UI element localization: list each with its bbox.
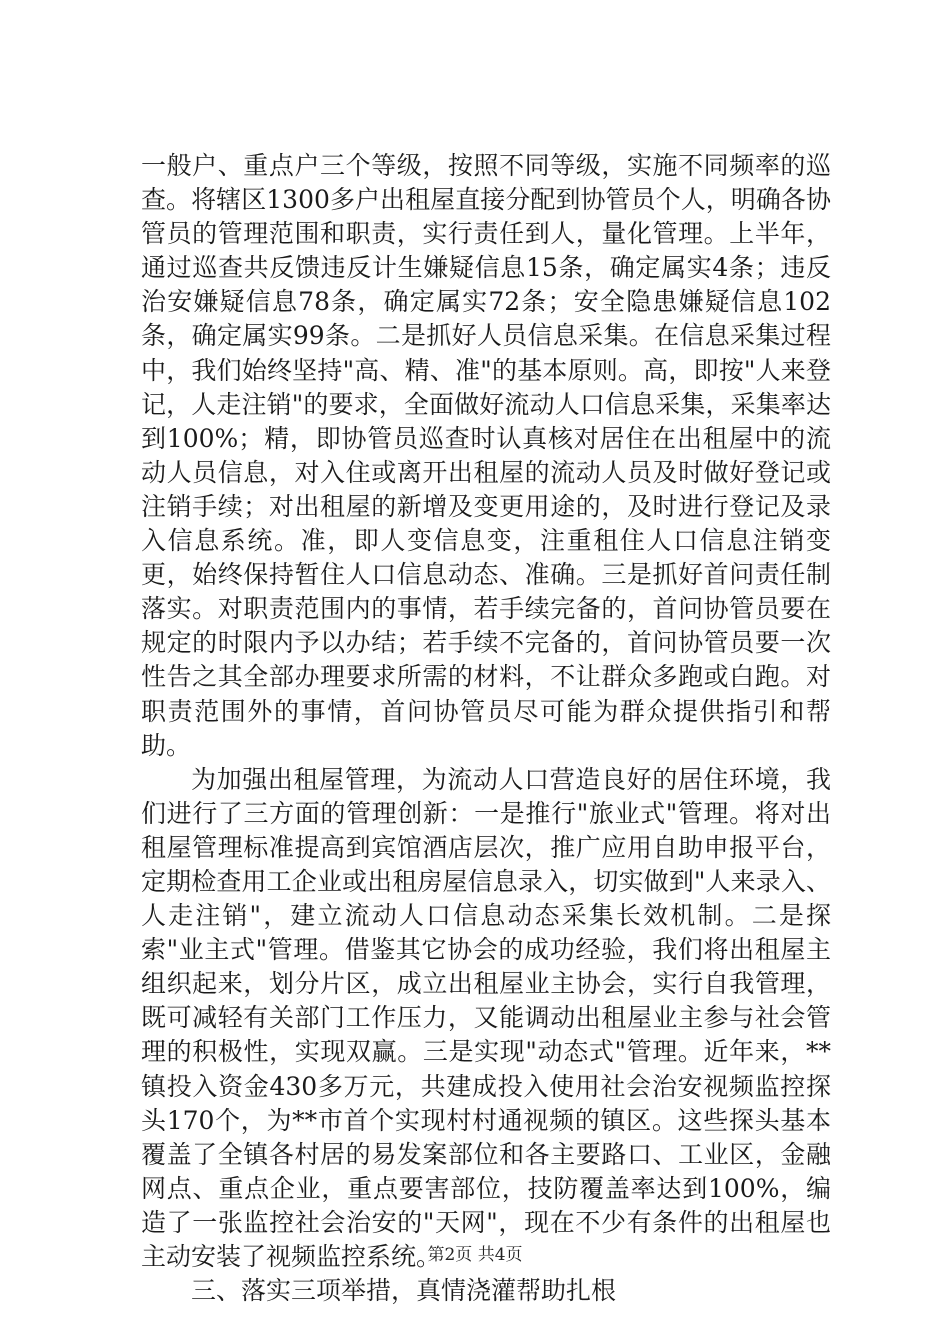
section-heading-three-measures: 三、落实三项举措，真情浇灌帮助扎根 [191,1276,617,1306]
paragraph-rental-inspection: 一般户、重点户三个等级，按照不同等级，实施不同频率的巡查。将辖区1300多户出租屋直接分配到协管员个人，明确各协管员的管理范围和职责，实行责任到人，量化管理。上半年，通过巡查共反馈违反计生嫌疑信息15条，确定属实4条；违反治安嫌疑信息78条，确定属实72条；安全隐患嫌疑信息102条，确定属实99条。二是抓好人员信息采集。在信息采集过程中，我们始终坚持"高、精、准"的基本原则。高，即按"人来登记，人走注销"的要求，全面做好流动人口信息采集，采集率达到100%；精，即协管员巡查时认真核对居住在出租屋中的流动人员信息，对入住或离开出租屋的流动人员及时做好登记或注销手续；对出租屋的新增及变更用途的，及时进行登记及录入信息系统。准，即人变信息变，注重租住人口信息注销变更，始终保持暂住人口信息动态、准确。三是抓好首问责任制落实。对职责范围内的事情，若手续完备的，首问协管员要在规定的时限内予以办结；若手续不完备的，首问协管员要一次性告之其全部办理要求所需的材料，不让群众多跑或白跑。对职责范围外的事情，首问协管员尽可能为群众提供指引和帮助。 [141,151,831,760]
document-body [141,149,831,1308]
paragraph-management-innovation: 为加强出租屋管理，为流动人口营造良好的居住环境，我们进行了三方面的管理创新：一是推行"旅业式"管理。将对出租屋管理标准提高到宾馆酒店层次，推广应用自助申报平台，定期检查用工企业或出租房屋信息录入，切实做到"人来录入、人走注销"，建立流动人口信息动态采集长效机制。二是探索"业主式"管理。借鉴其它协会的成功经验，我们将出租屋主组织起来，划分片区，成立出租屋业主协会，实行自我管理，既可减轻有关部门工作压力，又能调动出租屋业主参与社会管理的积极性，实现双赢。三是实现"动态式"管理。近年来，**镇投入资金430多万元，共建成投入使用社会治安视频监控探头170个，为**市首个实现村村通视频的镇区。这些探头基本覆盖了全镇各村居的易发案部位和各主要路口、工业区，金融网点、重点企业，重点要害部位，技防覆盖率达到100%，编造了一张监控社会治安的"天网"，现在不少有条件的出租屋也主动安装了视频监控系统。 [141,764,831,1271]
page-number-footer: 第2页 共4页 [427,1245,523,1265]
